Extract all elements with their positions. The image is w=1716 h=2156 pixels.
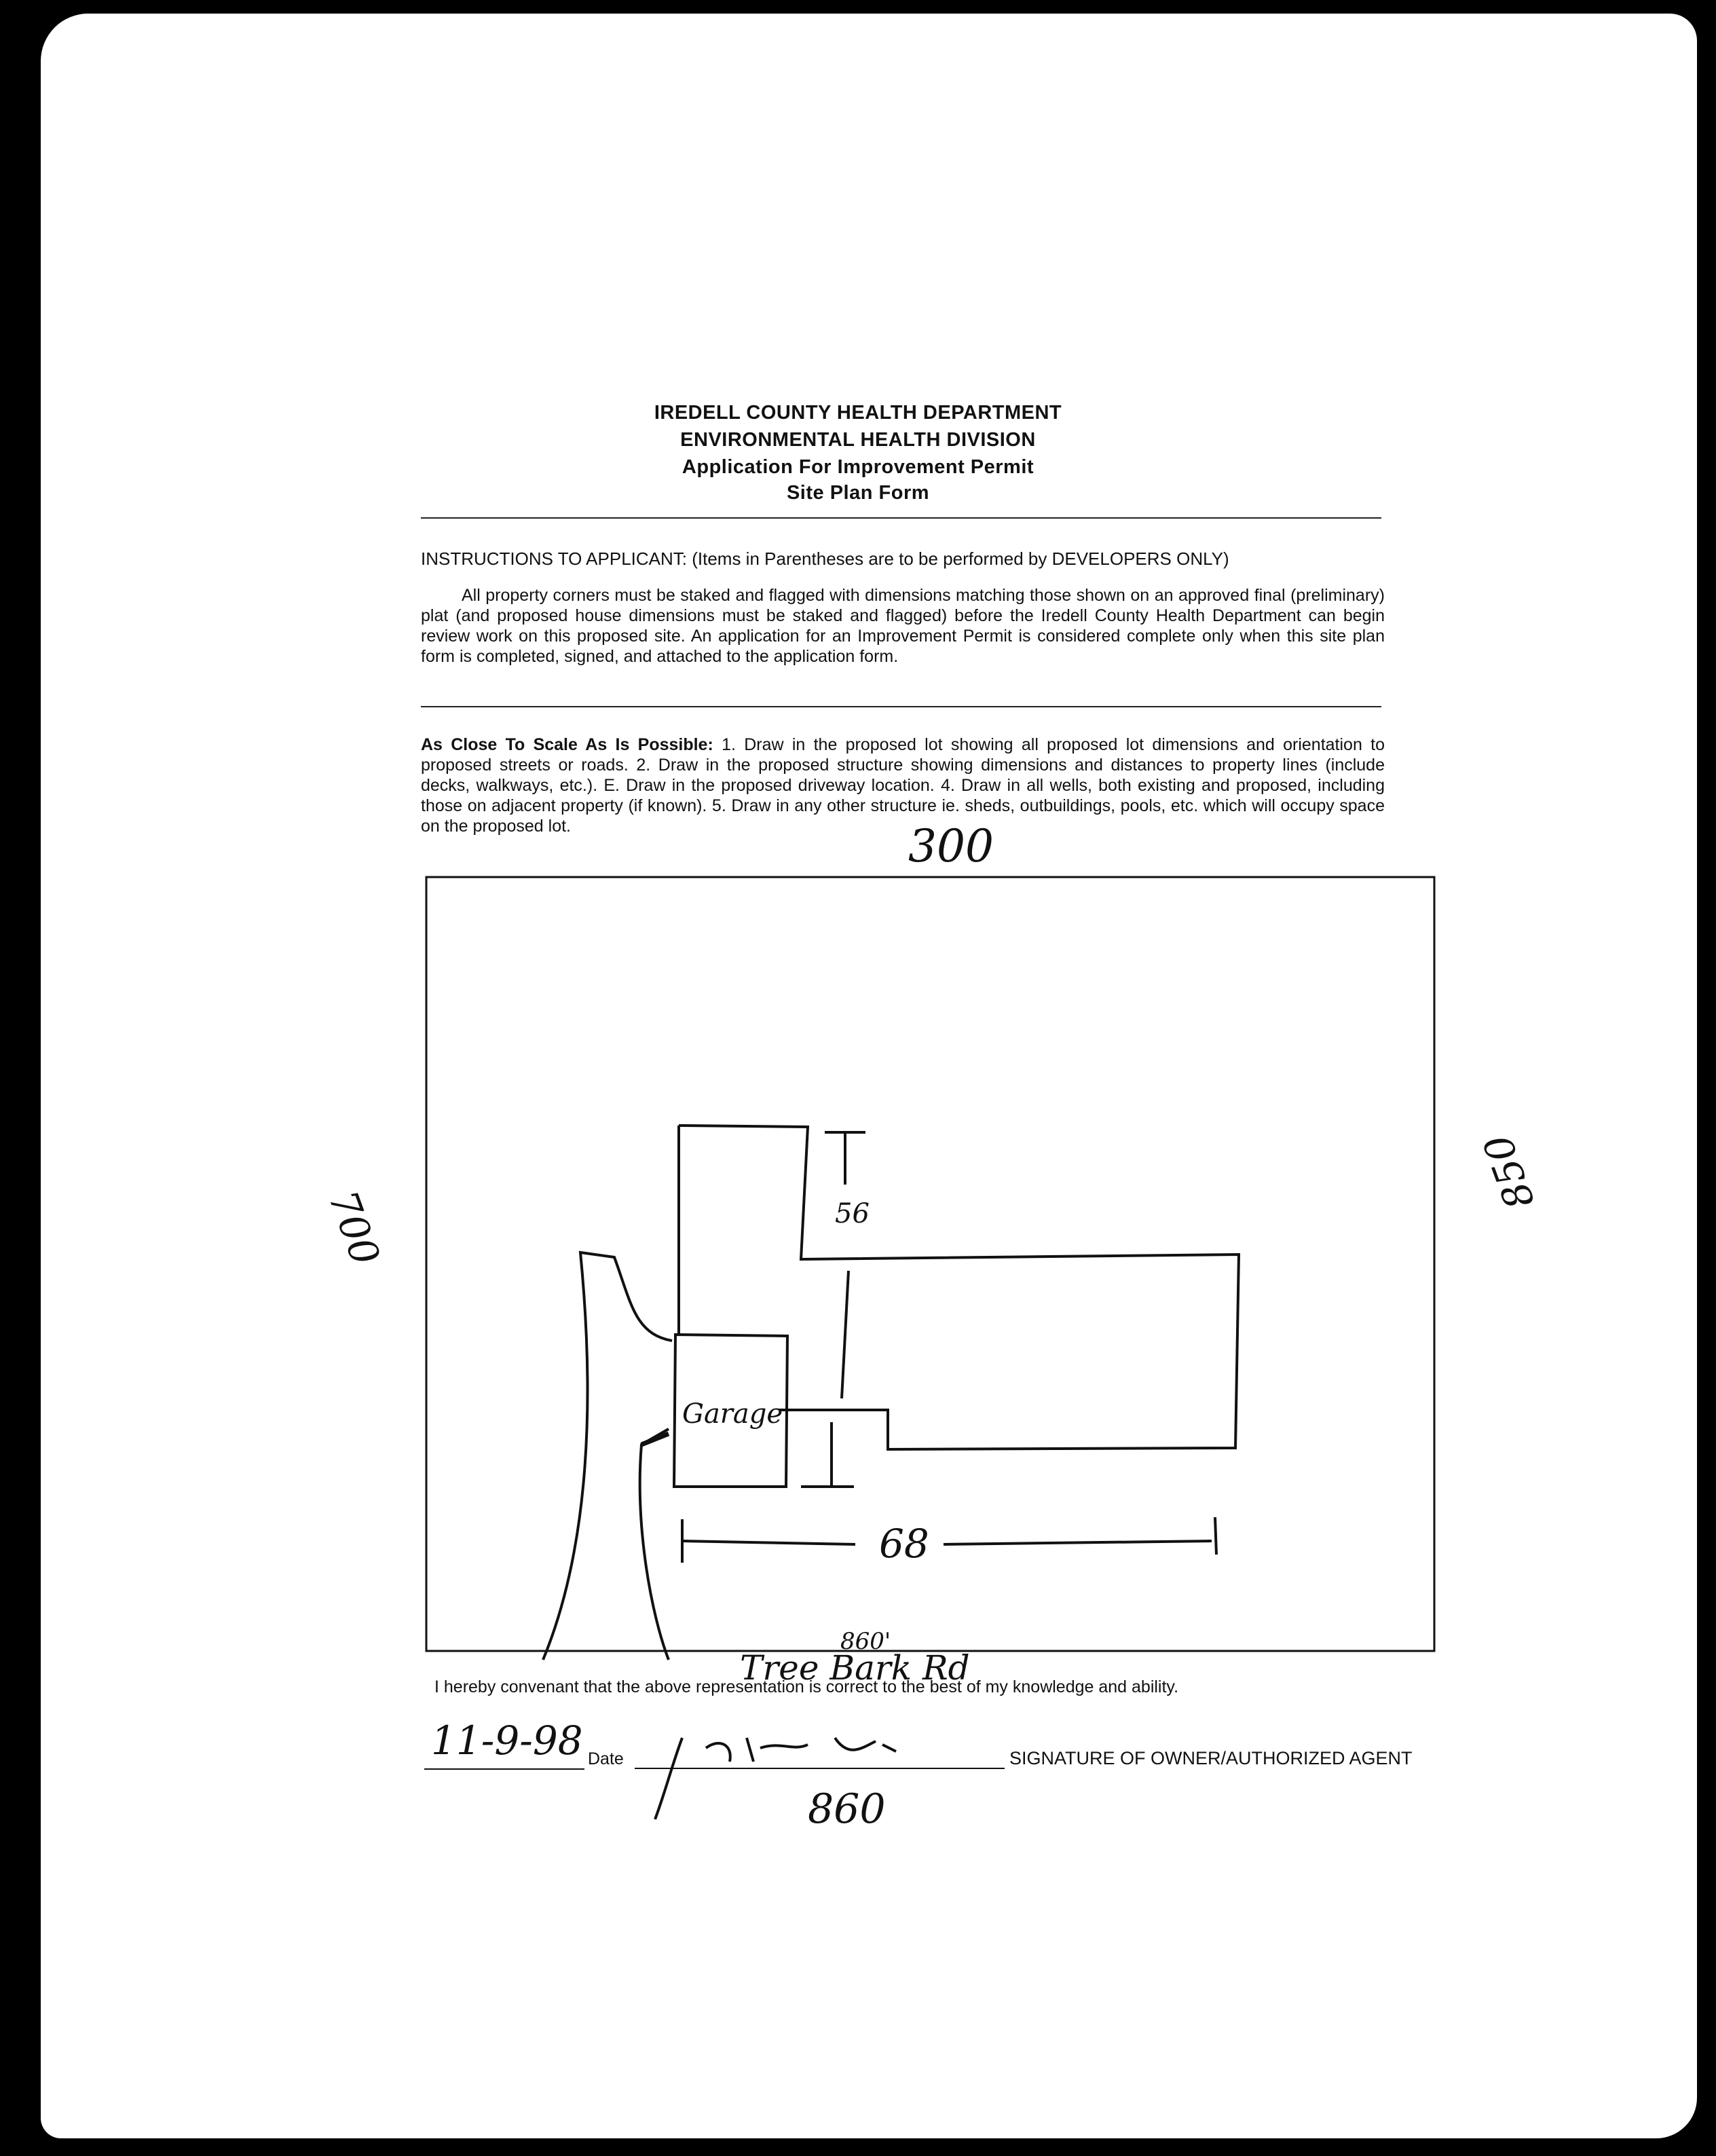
- agency-title: IREDELL COUNTY HEALTH DEPARTMENT: [654, 402, 1062, 424]
- instructions-body: All property corners must be staked and flagged with dimensions matching those shown on an approved final (preliminary) plat (and proposed house dimensions must be staked and flagged) before the Iredell County Health Department can begin review work on this proposed site. An application for an Improvement Permit is considered complete only when this site plan form is completed, signed, and attached to the application form.: [421, 586, 1385, 666]
- form-title: Application For Improvement Permit: [682, 456, 1034, 478]
- garage-label: Garage: [682, 1398, 783, 1430]
- scale-note-lead: As Close To Scale As Is Possible:: [421, 735, 713, 754]
- signature-label: SIGNATURE OF OWNER/AUTHORIZED AGENT: [1009, 1748, 1413, 1768]
- date-label: Date: [588, 1749, 624, 1768]
- left-dimension: 700: [320, 1185, 389, 1271]
- top-dimension: 300: [908, 820, 994, 872]
- form-subtitle: Site Plan Form: [786, 482, 930, 504]
- date-value: 11-9-98: [431, 1717, 583, 1764]
- road-distance: 860': [840, 1628, 891, 1655]
- right-dimension: 850: [1474, 1128, 1544, 1215]
- house-depth-label: 56: [835, 1198, 870, 1229]
- certification-statement: I hereby convenant that the above representation is correct to the best of my knowledge and ability.: [434, 1677, 1179, 1696]
- extra-number: 860: [808, 1785, 886, 1833]
- instructions-heading: INSTRUCTIONS TO APPLICANT: (Items in Parentheses are to be performed by DEVELOPERS ONLY): [421, 549, 1229, 569]
- scale-note-body: 1. Draw in the proposed lot showing all proposed lot dimensions and orientation to proposed streets or roads. 2. Draw in the proposed structure showing dimensions and distances to property lines (include decks, walkways, etc.). E. Draw in the proposed driveway location. 4. Draw in all wells, both existing and proposed, including those on adjacent property (if known). 5. Draw in any other structure ie. sheds, outbuildings, pools, etc. which will occupy space on the proposed lot.: [421, 735, 1385, 836]
- house-width-label: 68: [879, 1521, 929, 1567]
- division-title: ENVIRONMENTAL HEALTH DIVISION: [680, 429, 1036, 451]
- road-name: Tree Bark Rd: [740, 1648, 970, 1688]
